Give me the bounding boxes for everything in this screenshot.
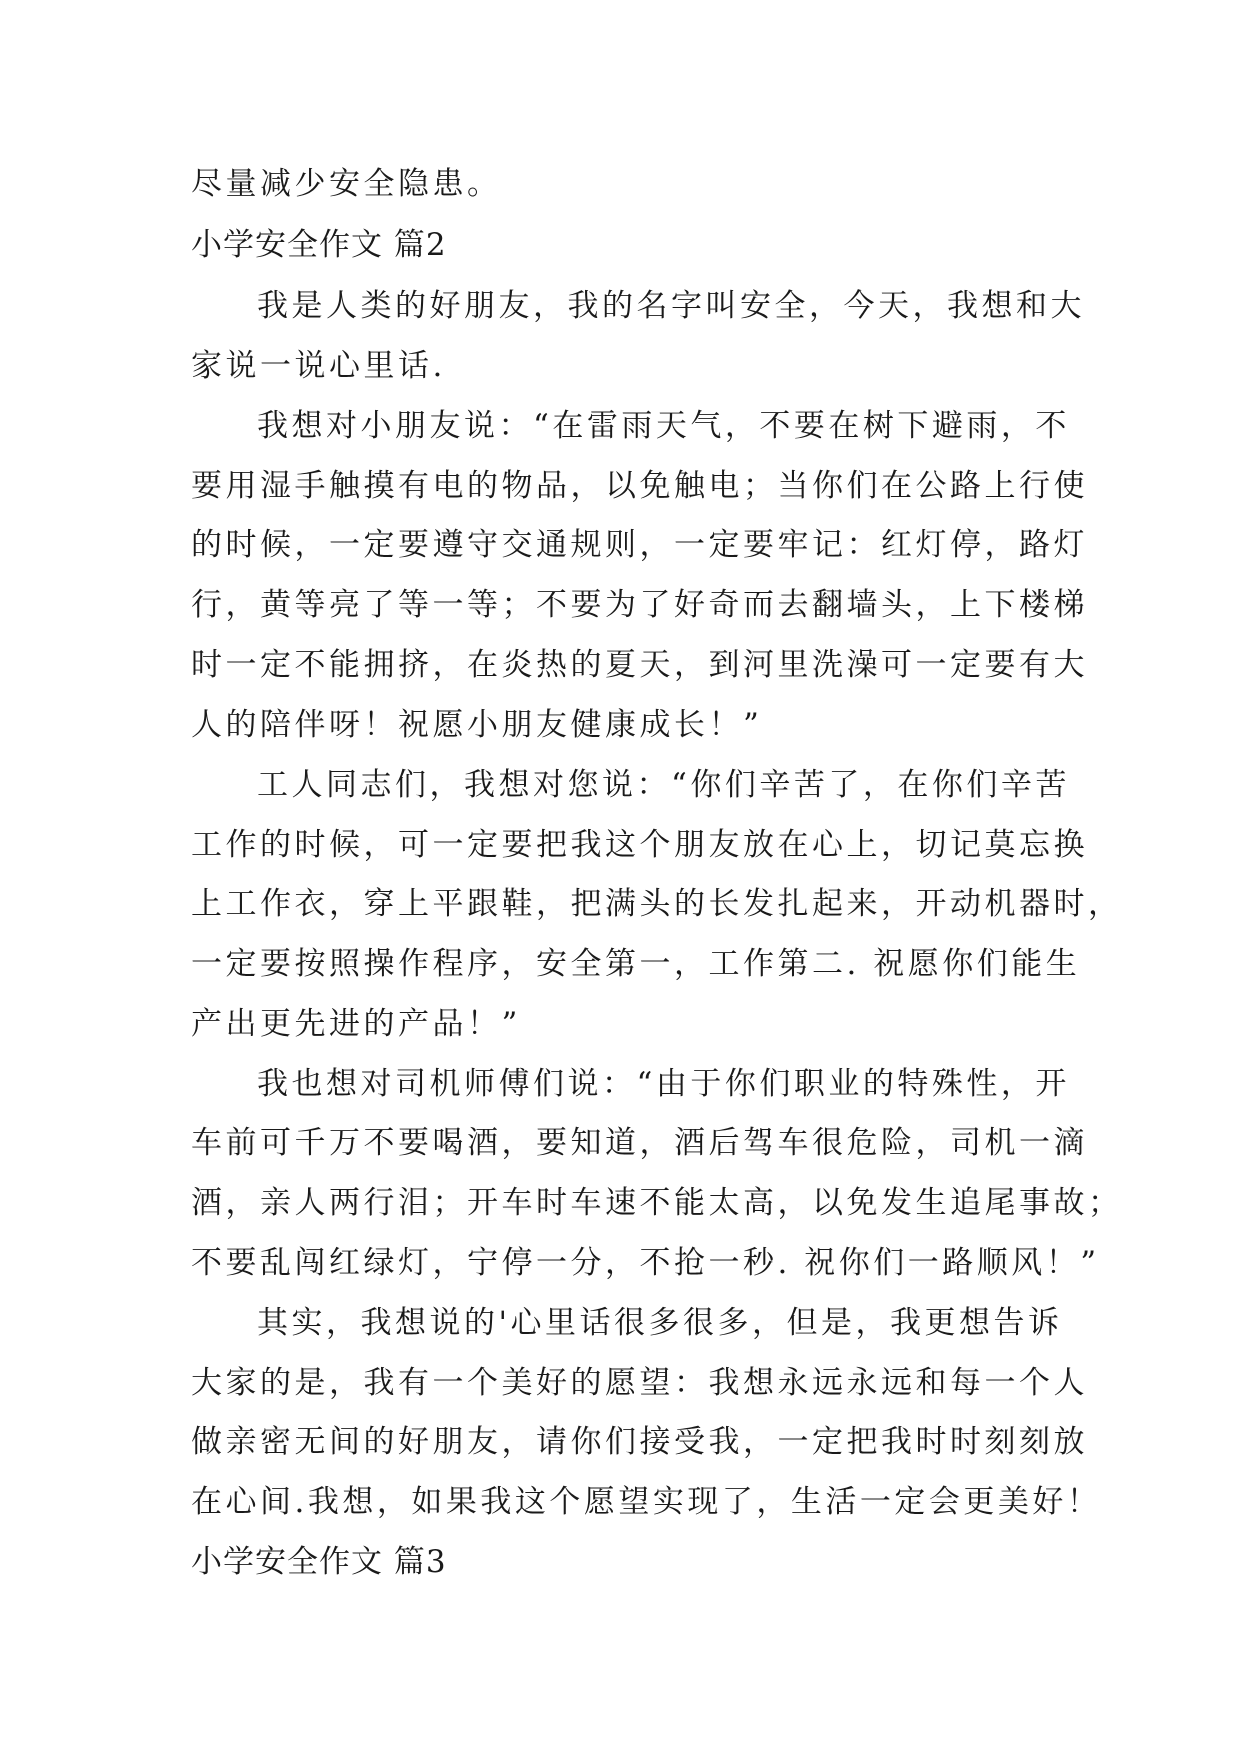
text-line: 酒，亲人两行泪；开车时车速不能太高，以免发生追尾事故； [191,1185,1123,1221]
text-line: 一定要按照操作程序，安全第一，工作第二. 祝愿你们能生 [191,946,1081,982]
text-line: 在心间.我想，如果我这个愿望实现了，生活一定会更美好！ [191,1484,1102,1520]
text-line: 行，黄等亮了等一等；不要为了好奇而去翻墙头，上下楼梯 [191,587,1088,623]
text-line: 尽量减少安全隐患。 [191,166,502,202]
paragraph-first-line: 我想对小朋友说：“在雷雨天气，不要在树下避雨，不 [257,408,1070,444]
paragraph-first-line: 我是人类的好朋友，我的名字叫安全，今天，我想和大 [257,288,1085,324]
section-heading: 小学安全作文 篇3 [191,1544,447,1580]
text-line: 人的陪伴呀！祝愿小朋友健康成长！” [191,707,763,743]
text-line: 做亲密无间的好朋友，请你们接受我，一定把我时时刻刻放 [191,1424,1088,1460]
paragraph-first-line: 我也想对司机师傅们说：“由于你们职业的特殊性，开 [257,1066,1070,1102]
text-line: 车前可千万不要喝酒，要知道，酒后驾车很危险，司机一滴 [191,1125,1088,1161]
text-line: 不要乱闯红绿灯，宁停一分，不抢一秒. 祝你们一路顺风！” [191,1245,1100,1281]
text-line: 工作的时候，可一定要把我这个朋友放在心上，切记莫忘换 [191,827,1088,863]
text-line: 时一定不能拥挤，在炎热的夏天，到河里洗澡可一定要有大 [191,647,1088,683]
text-line: 要用湿手触摸有电的物品，以免触电；当你们在公路上行使 [191,468,1088,504]
text-line: 的时候，一定要遵守交通规则，一定要牢记：红灯停，路灯 [191,527,1088,563]
paragraph-first-line: 工人同志们，我想对您说：“你们辛苦了，在你们辛苦 [257,767,1070,803]
paragraph-first-line: 其实，我想说的'心里话很多很多，但是，我更想告诉 [257,1305,1063,1341]
section-heading: 小学安全作文 篇2 [191,227,447,263]
text-line: 家说一说心里话. [191,348,446,384]
text-line: 大家的是，我有一个美好的愿望：我想永远永远和每一个人 [191,1365,1088,1401]
text-line: 上工作衣，穿上平跟鞋，把满头的长发扎起来，开动机器时， [191,886,1123,922]
text-line: 产出更先进的产品！” [191,1006,521,1042]
